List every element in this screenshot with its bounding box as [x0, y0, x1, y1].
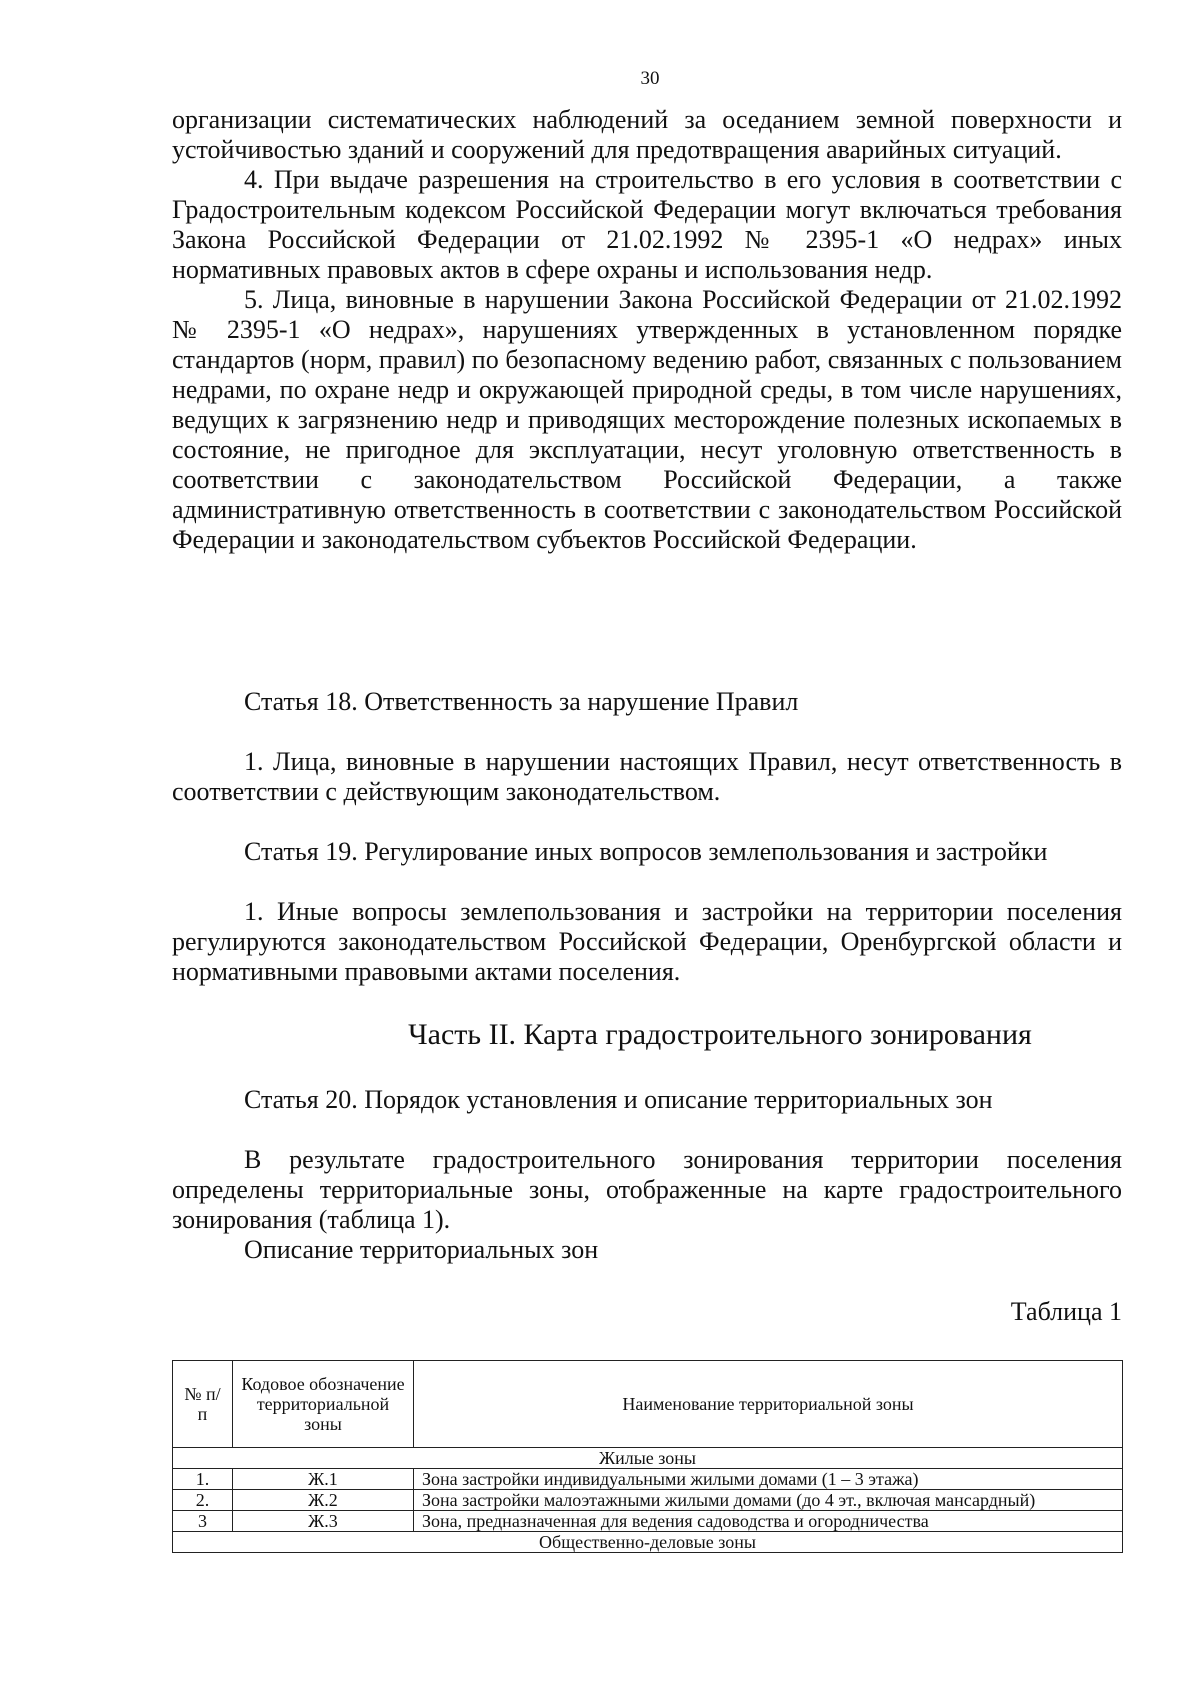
group-public-business: Общественно-деловые зоны	[173, 1532, 1123, 1553]
article-19-text: 1. Иные вопросы землепользования и застройки на территории поселения регулируются законодательством Российской Федерации, Оренбургской области и нормативными правовыми актами поселения.	[172, 897, 1122, 986]
row-code: Ж.3	[233, 1511, 414, 1532]
article-20-heading: Статья 20. Порядок установления и описание территориальных зон	[244, 1085, 993, 1114]
table-caption: Таблица 1	[1010, 1297, 1122, 1326]
group-residential: Жилые зоны	[173, 1448, 1123, 1469]
page-number: 30	[640, 68, 660, 89]
zones-table	[172, 1360, 1123, 1553]
row-num: 3	[173, 1511, 233, 1532]
header-code: Кодовое обозначение территориальной зоны	[233, 1361, 414, 1448]
row-num: 1.	[173, 1469, 233, 1490]
header-num: № п/п	[173, 1361, 233, 1448]
part-2-heading: Часть II. Карта градостроительного зонирования	[408, 1018, 1032, 1051]
header-name: Наименование территориальной зоны	[414, 1361, 1123, 1448]
table-group-row	[173, 1532, 1123, 1553]
paragraph-4: 4. При выдаче разрешения на строительство в его условия в соответствии с Градостроительным кодексом Российской Федерации могут включаться требования Закона Российской Федерации от 21.02.1992 № 2395-1 «О недрах» иных нормативных правовых актов в сфере охраны и использования недр.	[172, 165, 1122, 284]
article-18-heading: Статья 18. Ответственность за нарушение Правил	[244, 687, 799, 716]
row-code: Ж.1	[233, 1469, 414, 1490]
article-20-subtitle: Описание территориальных зон	[244, 1235, 599, 1264]
paragraph-5: 5. Лица, виновные в нарушении Закона Российской Федерации от 21.02.1992 № 2395-1 «О недрах», нарушениях утвержденных в установленном порядке стандартов (норм, правил) по безопасному ведению работ, связанных с пользованием недрами, по охране недр и окружающей природной среды, в том числе нарушениях, ведущих к загрязнению недр и приводящих месторождение полезных ископаемых в состояние, не пригодное для эксплуатации, несут уголовную ответственность в соответствии с законодательством Российской Федерации, а также административную ответственность в соответствии с законодательством Российской Федерации и законодательством субъектов Российской Федерации.	[172, 285, 1122, 554]
table-group-row	[173, 1448, 1123, 1469]
row-code: Ж.2	[233, 1490, 414, 1511]
body-paragraphs	[172, 105, 1122, 555]
article-19-body	[172, 897, 1122, 987]
row-name: Зона, предназначенная для ведения садоводства и огородничества	[414, 1511, 1123, 1532]
table-row	[173, 1490, 1123, 1511]
table-header-row	[173, 1361, 1123, 1448]
paragraph-continuation: организации систематических наблюдений за оседанием земной поверхности и устойчивостью зданий и сооружений для предотвращения аварийных ситуаций.	[172, 105, 1122, 164]
table-row	[173, 1469, 1123, 1490]
table-row	[173, 1511, 1123, 1532]
article-20-body	[172, 1145, 1122, 1265]
article-18-text: 1. Лица, виновные в нарушении настоящих Правил, несут ответственность в соответствии с действующим законодательством.	[172, 747, 1122, 806]
row-num: 2.	[173, 1490, 233, 1511]
row-name: Зона застройки малоэтажными жилыми домами (до 4 эт., включая мансардный)	[414, 1490, 1123, 1511]
article-20-text: В результате градостроительного зонирования территории поселения определены территориальные зоны, отображенные на карте градостроительного зонирования (таблица 1).	[172, 1145, 1122, 1234]
article-19-heading: Статья 19. Регулирование иных вопросов землепользования и застройки	[244, 837, 1048, 866]
article-18-body	[172, 747, 1122, 807]
row-name: Зона застройки индивидуальными жилыми домами (1 – 3 этажа)	[414, 1469, 1123, 1490]
